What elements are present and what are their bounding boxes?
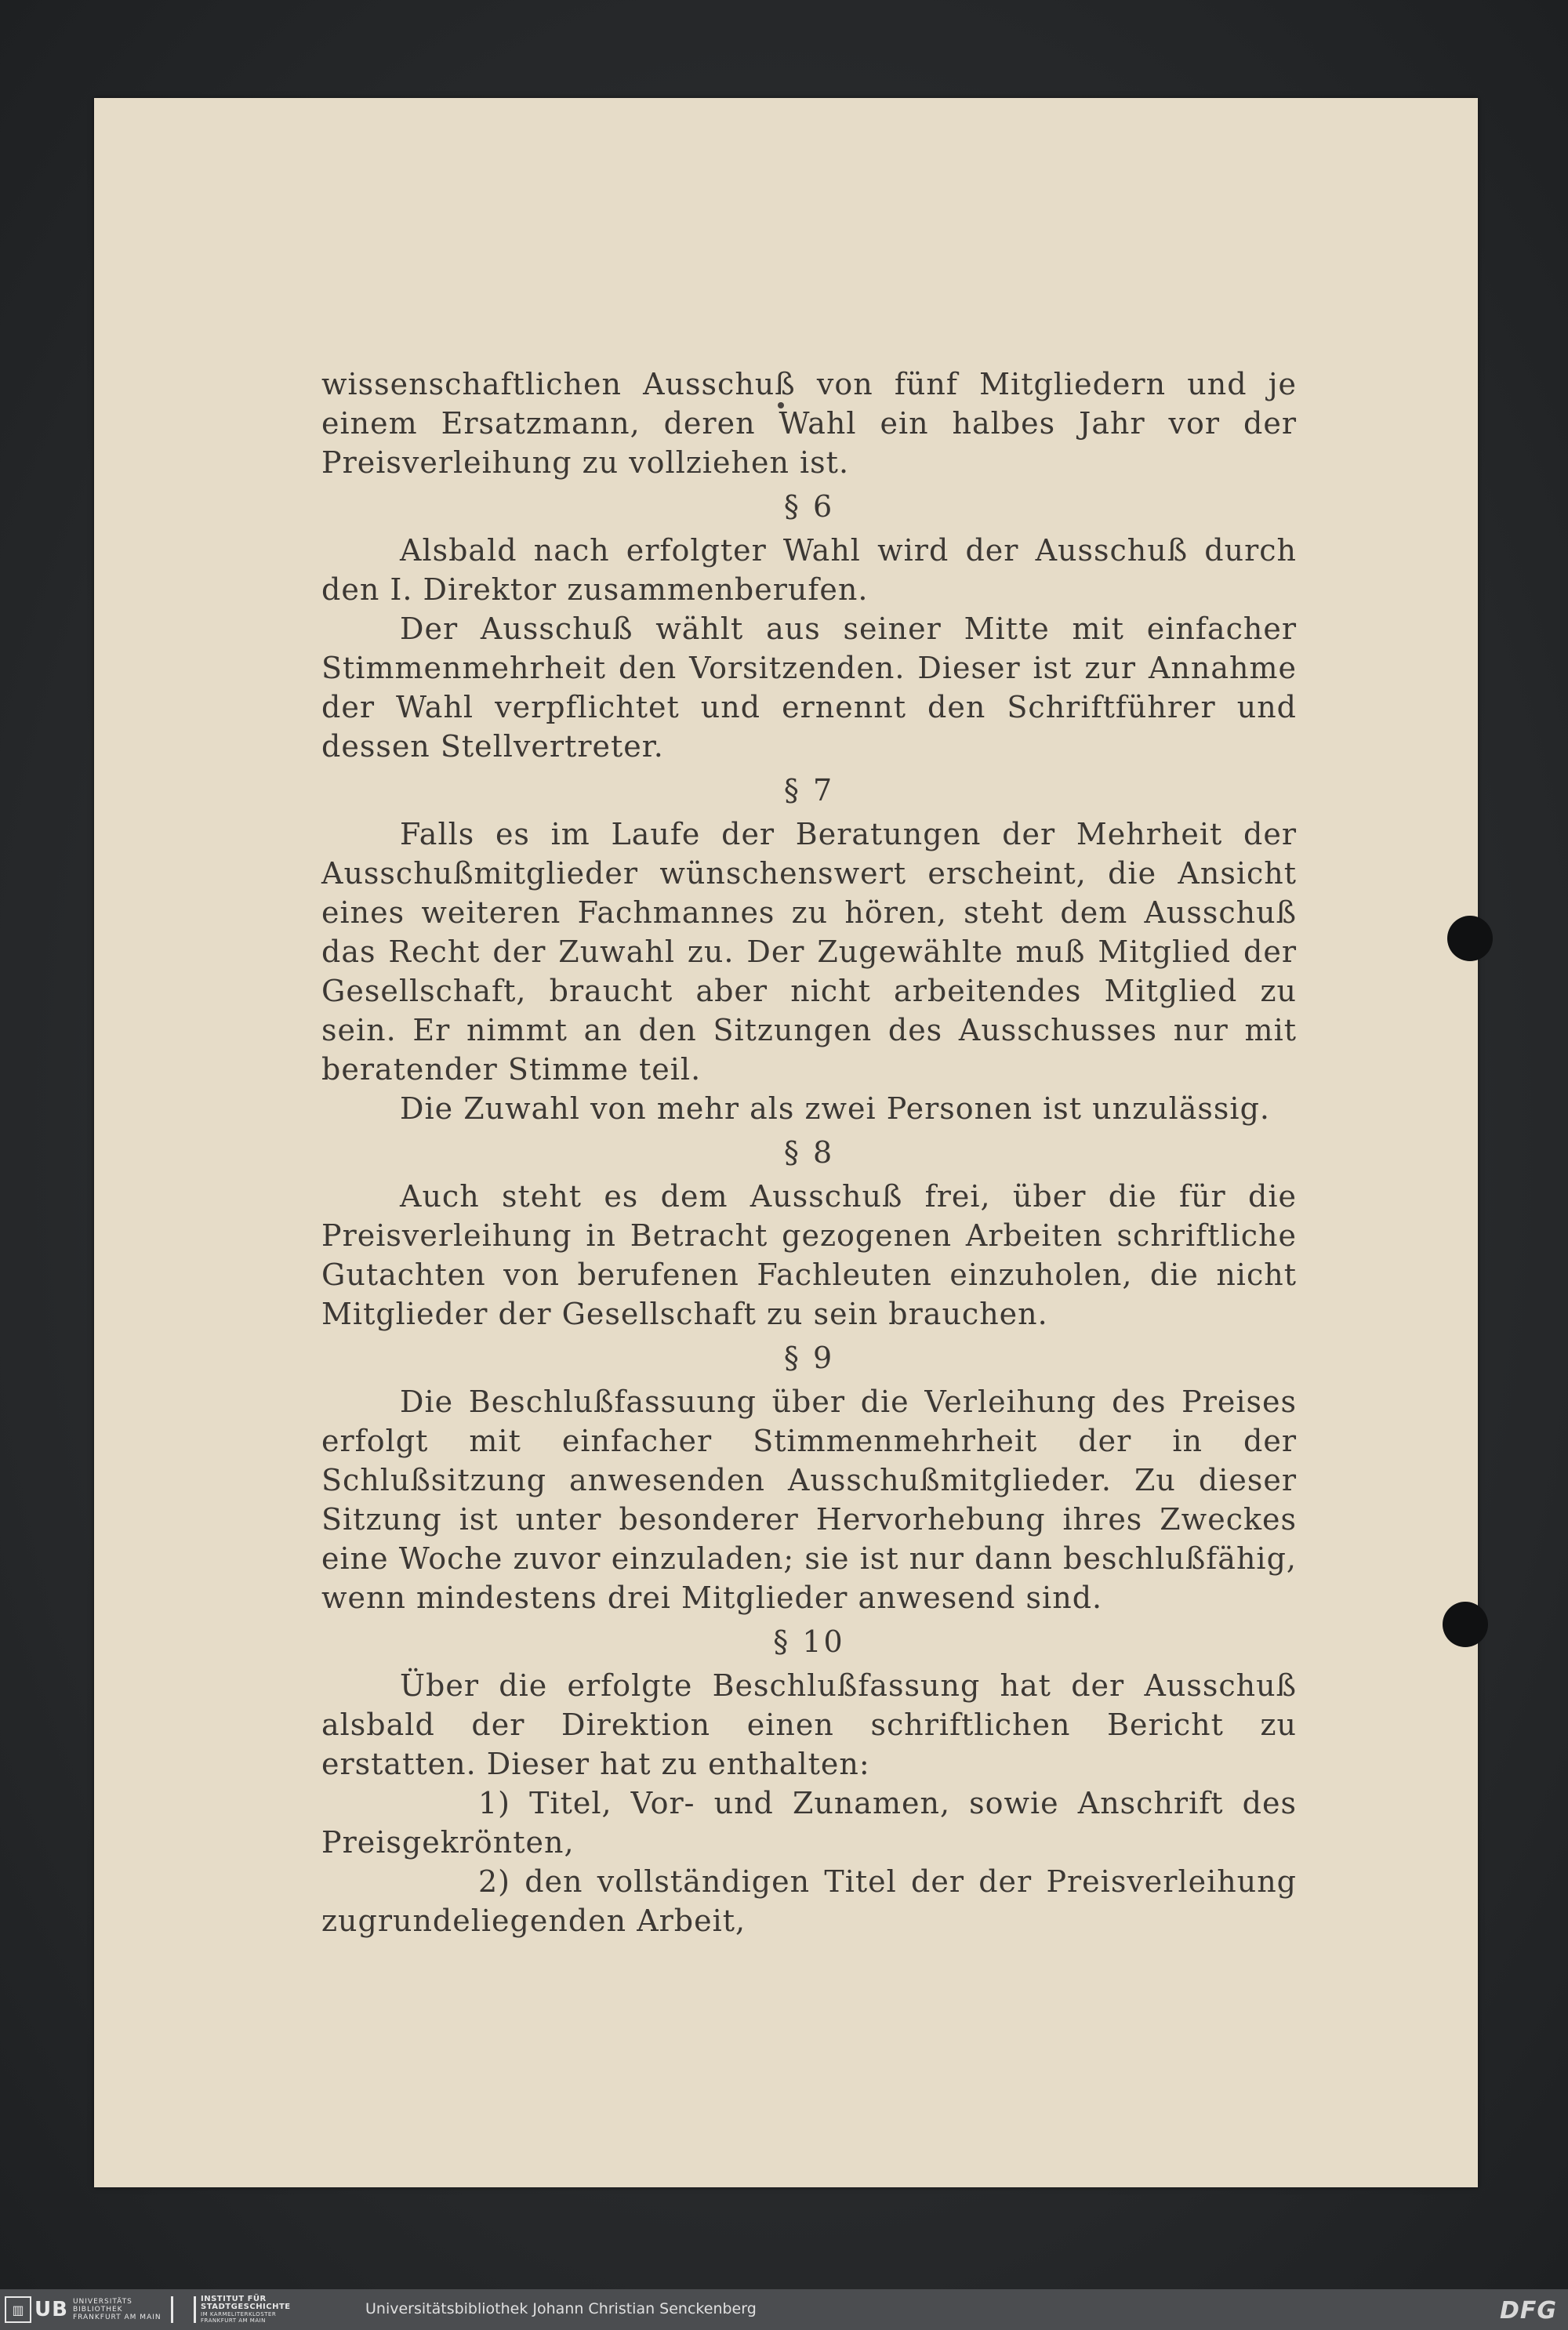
isg-logo[interactable]: [171, 2296, 291, 2324]
isg-logo-line-2: STADTGESCHICHTE: [201, 2303, 291, 2311]
isg-logo-text: [201, 2296, 291, 2324]
ub-logo-text: [73, 2298, 162, 2321]
ub-logo-line-3: FRANKFURT AM MAIN: [72, 2314, 162, 2321]
section-heading: § 6: [783, 489, 835, 524]
isg-column-icon: [171, 2296, 196, 2323]
body-paragraph: Der Ausschuß wählt aus seiner Mitte mit einfacher Stimmenmehrheit den Vorsitzenden. Dieser ist zur Annahme der Wahl verpflichtet und ernennt den Schriftführer und dessen Stellvertreter.: [321, 612, 1297, 764]
section-heading: § 7: [783, 773, 835, 808]
list-item: 2) den vollständigen Titel der der Preisverleihung zugrundeliegenden Arbeit,: [321, 1864, 1297, 1938]
section-heading: § 9: [783, 1341, 835, 1375]
dfg-logo[interactable]: DFG: [1499, 2297, 1557, 2325]
isg-logo-line-1: INSTITUT FÜR: [201, 2295, 267, 2303]
body-paragraph: Über die erfolgte Beschlußfassung hat der Ausschuß alsbald der Direktion einen schriftlichen Bericht zu erstatten. Dieser hat zu enthalten:: [321, 1668, 1297, 1781]
isg-logo-line-3: IM KARMELITERKLOSTER: [201, 2311, 277, 2317]
ub-logo-letters: UB: [34, 2298, 68, 2321]
ub-library-icon: ▥: [5, 2296, 31, 2323]
punch-hole-bottom: [1443, 1602, 1488, 1647]
body-paragraph: Alsbald nach erfolgter Wahl wird der Ausschuß durch den I. Direktor zusammenberufen.: [321, 533, 1297, 607]
list-item: 1) Titel, Vor- und Zunamen, sowie Anschrift des Preisgekrönten,: [321, 1786, 1297, 1860]
body-paragraph: wissenschaftlichen Ausschuß von fünf Mitgliedern und je einem Ersatzmann, deren Wahl ein halbes Jahr vor der Preisverleihung zu vollziehen ist.: [321, 367, 1297, 480]
body-paragraph: Falls es im Laufe der Beratungen der Mehrheit der Ausschußmitglieder wünschenswert erscheint, die Ansicht eines weiteren Fachmannes zu hören, steht dem Ausschuß das Recht der Zuwahl zu. Der Zugewählte muß Mitglied der Gesellschaft, braucht aber nicht arbeitendes Mitglied zu sein. Er nimmt an den Sitzungen des Ausschusses nur mit beratender Stimme teil.: [321, 817, 1297, 1087]
document-text: [321, 365, 1297, 1940]
punch-hole-top: [1447, 916, 1493, 961]
viewer-footer-bar: [0, 2289, 1568, 2330]
section-heading: § 10: [773, 1624, 845, 1659]
ub-logo-line-1: UNIVERSITÄTS: [72, 2298, 132, 2306]
ub-logo-line-2: BIBLIOTHEK: [72, 2306, 123, 2314]
ub-logo[interactable]: [5, 2296, 162, 2324]
body-paragraph: Auch steht es dem Ausschuß frei, über die für die Preisverleihung in Betracht gezogenen Arbeiten schriftliche Gutachten von berufenen Fachleuten einzuholen, die nicht Mitglieder der Gesellschaft zu sein brauchen.: [321, 1179, 1297, 1331]
isg-logo-line-4: FRANKFURT AM MAIN: [201, 2317, 266, 2324]
body-paragraph: Die Beschlußfassuung über die Verleihung des Preises erfolgt mit einfacher Stimmenmehrheit der in der Schlußsitzung anwesenden Ausschußmitglieder. Zu dieser Sitzung ist unter besonderer Hervorhebung ihres Zweckes eine Woche zuvor einzuladen; sie ist nur dann beschlußfähig, wenn mindestens drei Mitglieder anwesend sind.: [321, 1385, 1297, 1615]
body-paragraph: Die Zuwahl von mehr als zwei Personen ist unzulässig.: [400, 1091, 1270, 1126]
section-heading: § 8: [783, 1135, 835, 1170]
library-name-link[interactable]: Universitätsbibliothek Johann Christian Senckenberg: [365, 2300, 757, 2317]
